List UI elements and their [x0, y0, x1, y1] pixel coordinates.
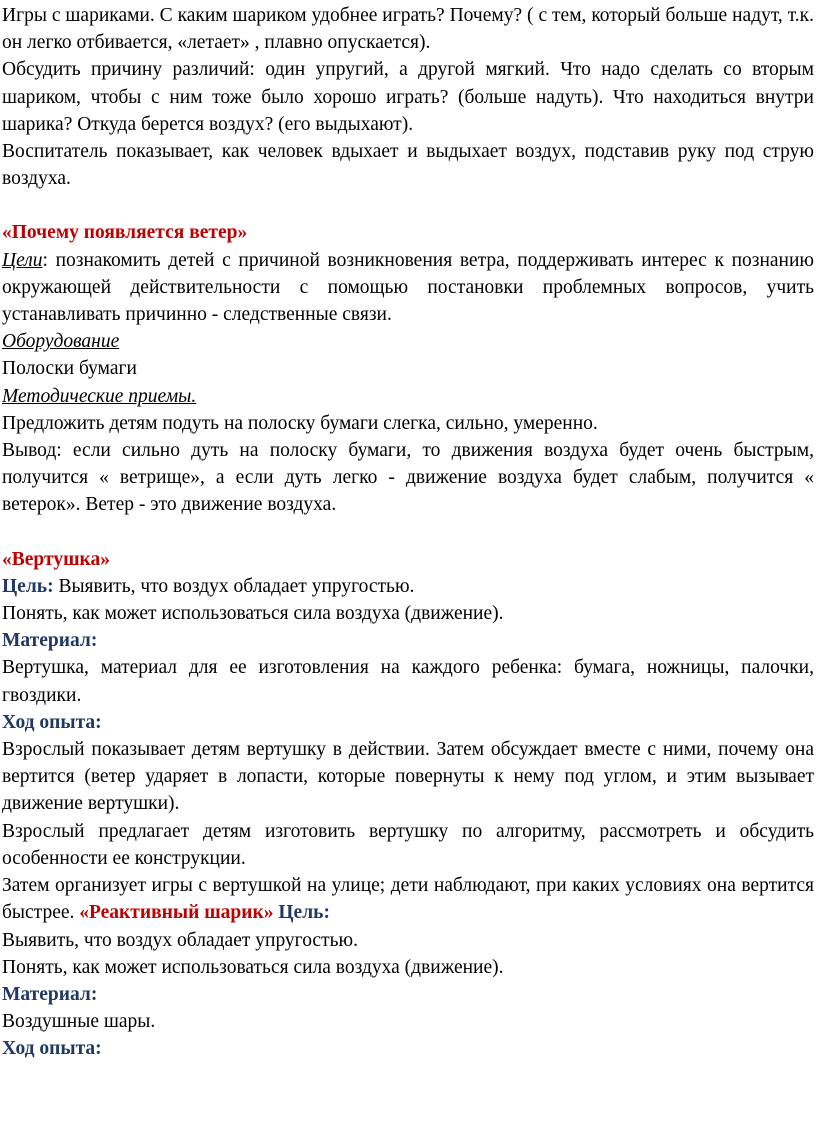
balloon-procedure-label: Ход опыта:: [2, 1038, 102, 1060]
wind-goals-text: : познакомить детей с причиной возникновения ветра, поддерживать интерес к познанию окружающей действительности с помощью постановки проблемных вопросов, учить устанавливать причинно - следственные связи.: [2, 249, 814, 326]
balloon-material-label: Материал:: [2, 983, 98, 1005]
pinwheel-goal: [2, 573, 814, 600]
pinwheel-procedure-label: Ход опыта:: [2, 711, 102, 733]
balloon-section-title: «Реактивный шарик»: [79, 902, 274, 924]
pinwheel-material-label: Материал:: [2, 630, 98, 652]
pinwheel-procedure-2: Взрослый предлагает детям изготовить вертушку по алгоритму, рассмотреть и обсудить особенности ее конструкции.: [2, 820, 814, 869]
wind-goals: [2, 247, 814, 329]
pinwheel-procedure-3: [2, 872, 814, 926]
wind-methods-label: Методические приемы.: [2, 385, 197, 407]
wind-section-title: «Почему появляется ветер»: [2, 222, 248, 244]
pinwheel-goal-label: Цель:: [2, 575, 54, 597]
pinwheel-procedure-1: Взрослый показывает детям вертушку в действии. Затем обсуждает вместе с ними, почему она вертится (ветер ударяет в лопасти, которые повернуты к нему под углом, и этим вызывает движение вертушки).: [2, 739, 814, 815]
balloon-goal-label: Цель:: [273, 902, 330, 924]
balloon-goal-text-2: Понять, как может использоваться сила воздуха (движение).: [2, 956, 504, 978]
pinwheel-material-text: Вертушка, материал для ее изготовления на каждого ребенка: бумага, ножницы, палочки, гвоздики.: [2, 657, 814, 706]
wind-methods-text: Предложить детям подуть на полоску бумаги слегка, сильно, умеренно.: [2, 412, 598, 434]
spacer: [2, 519, 814, 546]
wind-conclusion: Вывод: если сильно дуть на полоску бумаги, то движения воздуха будет очень быстрым, получится « ветрище», а если дуть легко - движение воздуха будет слабым, получится « ветерок». Ветер - это движение воздуха.: [2, 440, 814, 516]
intro-paragraph-2: Обсудить причину различий: один упругий, а другой мягкий. Что надо сделать со вторым шариком, чтобы с ним тоже было хорошо играть? (больше надуть). Что находиться внутри шарика? Откуда берется воздух? (его выдыхают).: [2, 59, 814, 135]
balloon-material-text: Воздушные шары.: [2, 1011, 156, 1033]
pinwheel-section-title: «Вертушка»: [2, 548, 110, 570]
pinwheel-goal-text-2: Понять, как может использоваться сила воздуха (движение).: [2, 603, 504, 625]
intro-paragraph-3: Воспитатель показывает, как человек вдыхает и выдыхает воздух, подставив руку под струю воздуха.: [2, 141, 814, 190]
pinwheel-goal-text: Выявить, что воздух обладает упругостью.: [53, 575, 415, 597]
pinwheel-procedure-3-text: Затем организует игры с вертушкой на улице; дети наблюдают, при каких условиях она вертится быстрее.: [2, 875, 814, 924]
wind-equipment-text: Полоски бумаги: [2, 358, 137, 380]
document-page: [2, 2, 814, 1063]
wind-goals-label: Цели: [2, 249, 43, 271]
spacer: [2, 192, 814, 219]
balloon-goal-text: Выявить, что воздух обладает упругостью.: [2, 929, 358, 951]
wind-equipment-label: Оборудование: [2, 331, 120, 353]
intro-paragraph-1: Игры с шариками. С каким шариком удобнее играть? Почему? ( с тем, который больше надут, т.к. он легко отбивается, «летает» , плавно опускается).: [2, 5, 814, 54]
